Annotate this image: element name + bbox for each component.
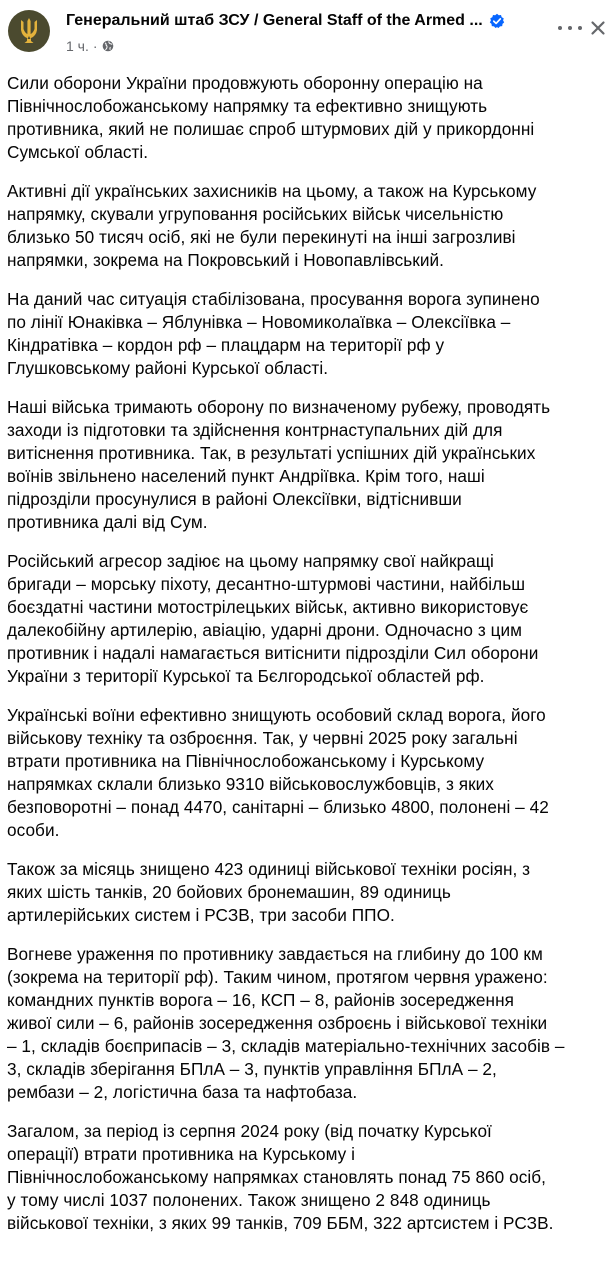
post-time[interactable]: 1 ч.	[66, 38, 89, 54]
post-paragraph: Українські воїни ефективно знищують особовий склад ворога, його військову техніку та озброєння. Так, у червні 2025 року загальні втрати противника на Північнослобожанському і Курському напрямках склали близько 9310 військовослужбовців, з яких безповоротні – понад 4470, санітарні – близько 4800, полонені – 42 особи.	[7, 705, 549, 840]
more-options-dot	[558, 26, 562, 30]
verified-badge-icon	[489, 13, 505, 29]
more-options-dot	[568, 26, 572, 30]
globe-icon[interactable]	[102, 40, 114, 52]
close-icon[interactable]	[590, 20, 606, 36]
trident-emblem-icon	[15, 16, 43, 46]
post-paragraph: Наші війська тримають оборону по визначеному рубежу, проводять заходи із підготовки та здійснення контрнаступальних дій для витіснення противника. Так, в результаті успішних дій українських воїнів звільнено населений пункт Андріївка. Крім того, наші підрозділи просунулися в районі Олексіївки, відтіснивши противника далі від Сум.	[7, 397, 551, 532]
more-options-icon[interactable]	[558, 22, 582, 34]
post-paragraph: Активні дії українських захисників на цьому, а також на Курському напрямку, скували угруповання російських військ чисельністю близько 50 тисяч осіб, які не були перекинуті на інші загрозливі напрямки, зокрема на Покровський і Новопавлівський.	[7, 181, 537, 270]
meta-separator: ·	[92, 38, 98, 54]
more-options-dot	[578, 26, 582, 30]
post-paragraph: Вогневе ураження по противнику завдається на глибину до 100 км (зокрема на території рф). Таким чином, протягом червня уражено: командних пунктів ворога – 16, КСП – 8, районів зосередження живої сили – 6, районів зосередження озброєнь і військової техніки – 1, складів боєприпасів – 3, складів матеріально-технічних засобів – 3, складів зберігання БПлА – 3, пунктів управління БПлА – 2, рембази – 2, логістична база та нафтобаза.	[7, 944, 565, 1102]
post-paragraph: На даний час ситуація стабілізована, просування ворога зупинено по лінії Юнаківка – Яблунівка – Новомиколаївка – Олексіївка – Кіндратівка – кордон рф – плацдарм на території рф у Глушковському районі Курської області.	[7, 289, 540, 378]
post-paragraph: Загалом, за період із серпня 2024 року (від початку Курської операції) втрати противника на Курському і Північнослобожанському напрямках становлять понад 75 860 осіб, у тому числі 1037 полонених. Також знищено 2 848 одиниць військової техніки, з яких 99 танків, 709 ББМ, 322 артсистем і РСЗВ.	[7, 1121, 554, 1233]
post-meta	[66, 37, 114, 55]
post-paragraph: Також за місяць знищено 423 одиниці військової техніки росіян, з яких шість танків, 20 бойових бронемашин, 89 одиниць артилерійських систем і РСЗВ, три засоби ППО.	[7, 859, 531, 925]
post-paragraph: Російський агресор задіює на цьому напрямку свої найкращі бригади – морську піхоту, десантно-штурмові частини, найбільш боєздатні частини мотострілецьких військ, активно використовує далекобійну артилерію, авіацію, ударні дрони. Одночасно з цим противник і надалі намагається витіснити підрозділи Сил оборони України з території Курської та Бєлгородської областей рф.	[7, 551, 539, 686]
post-header	[0, 0, 613, 72]
author-row	[66, 11, 505, 31]
avatar[interactable]	[8, 10, 50, 52]
post-paragraph: Сили оборони України продовжують оборонну операцію на Північнослобожанському напрямку та ефективно знищують противника, який не полишає спроб штурмових дій у прикордонні Сумської області.	[7, 73, 535, 162]
post-body	[7, 72, 611, 1251]
author-name[interactable]: Генеральний штаб ЗСУ / General Staff of the Armed ...	[66, 12, 483, 29]
